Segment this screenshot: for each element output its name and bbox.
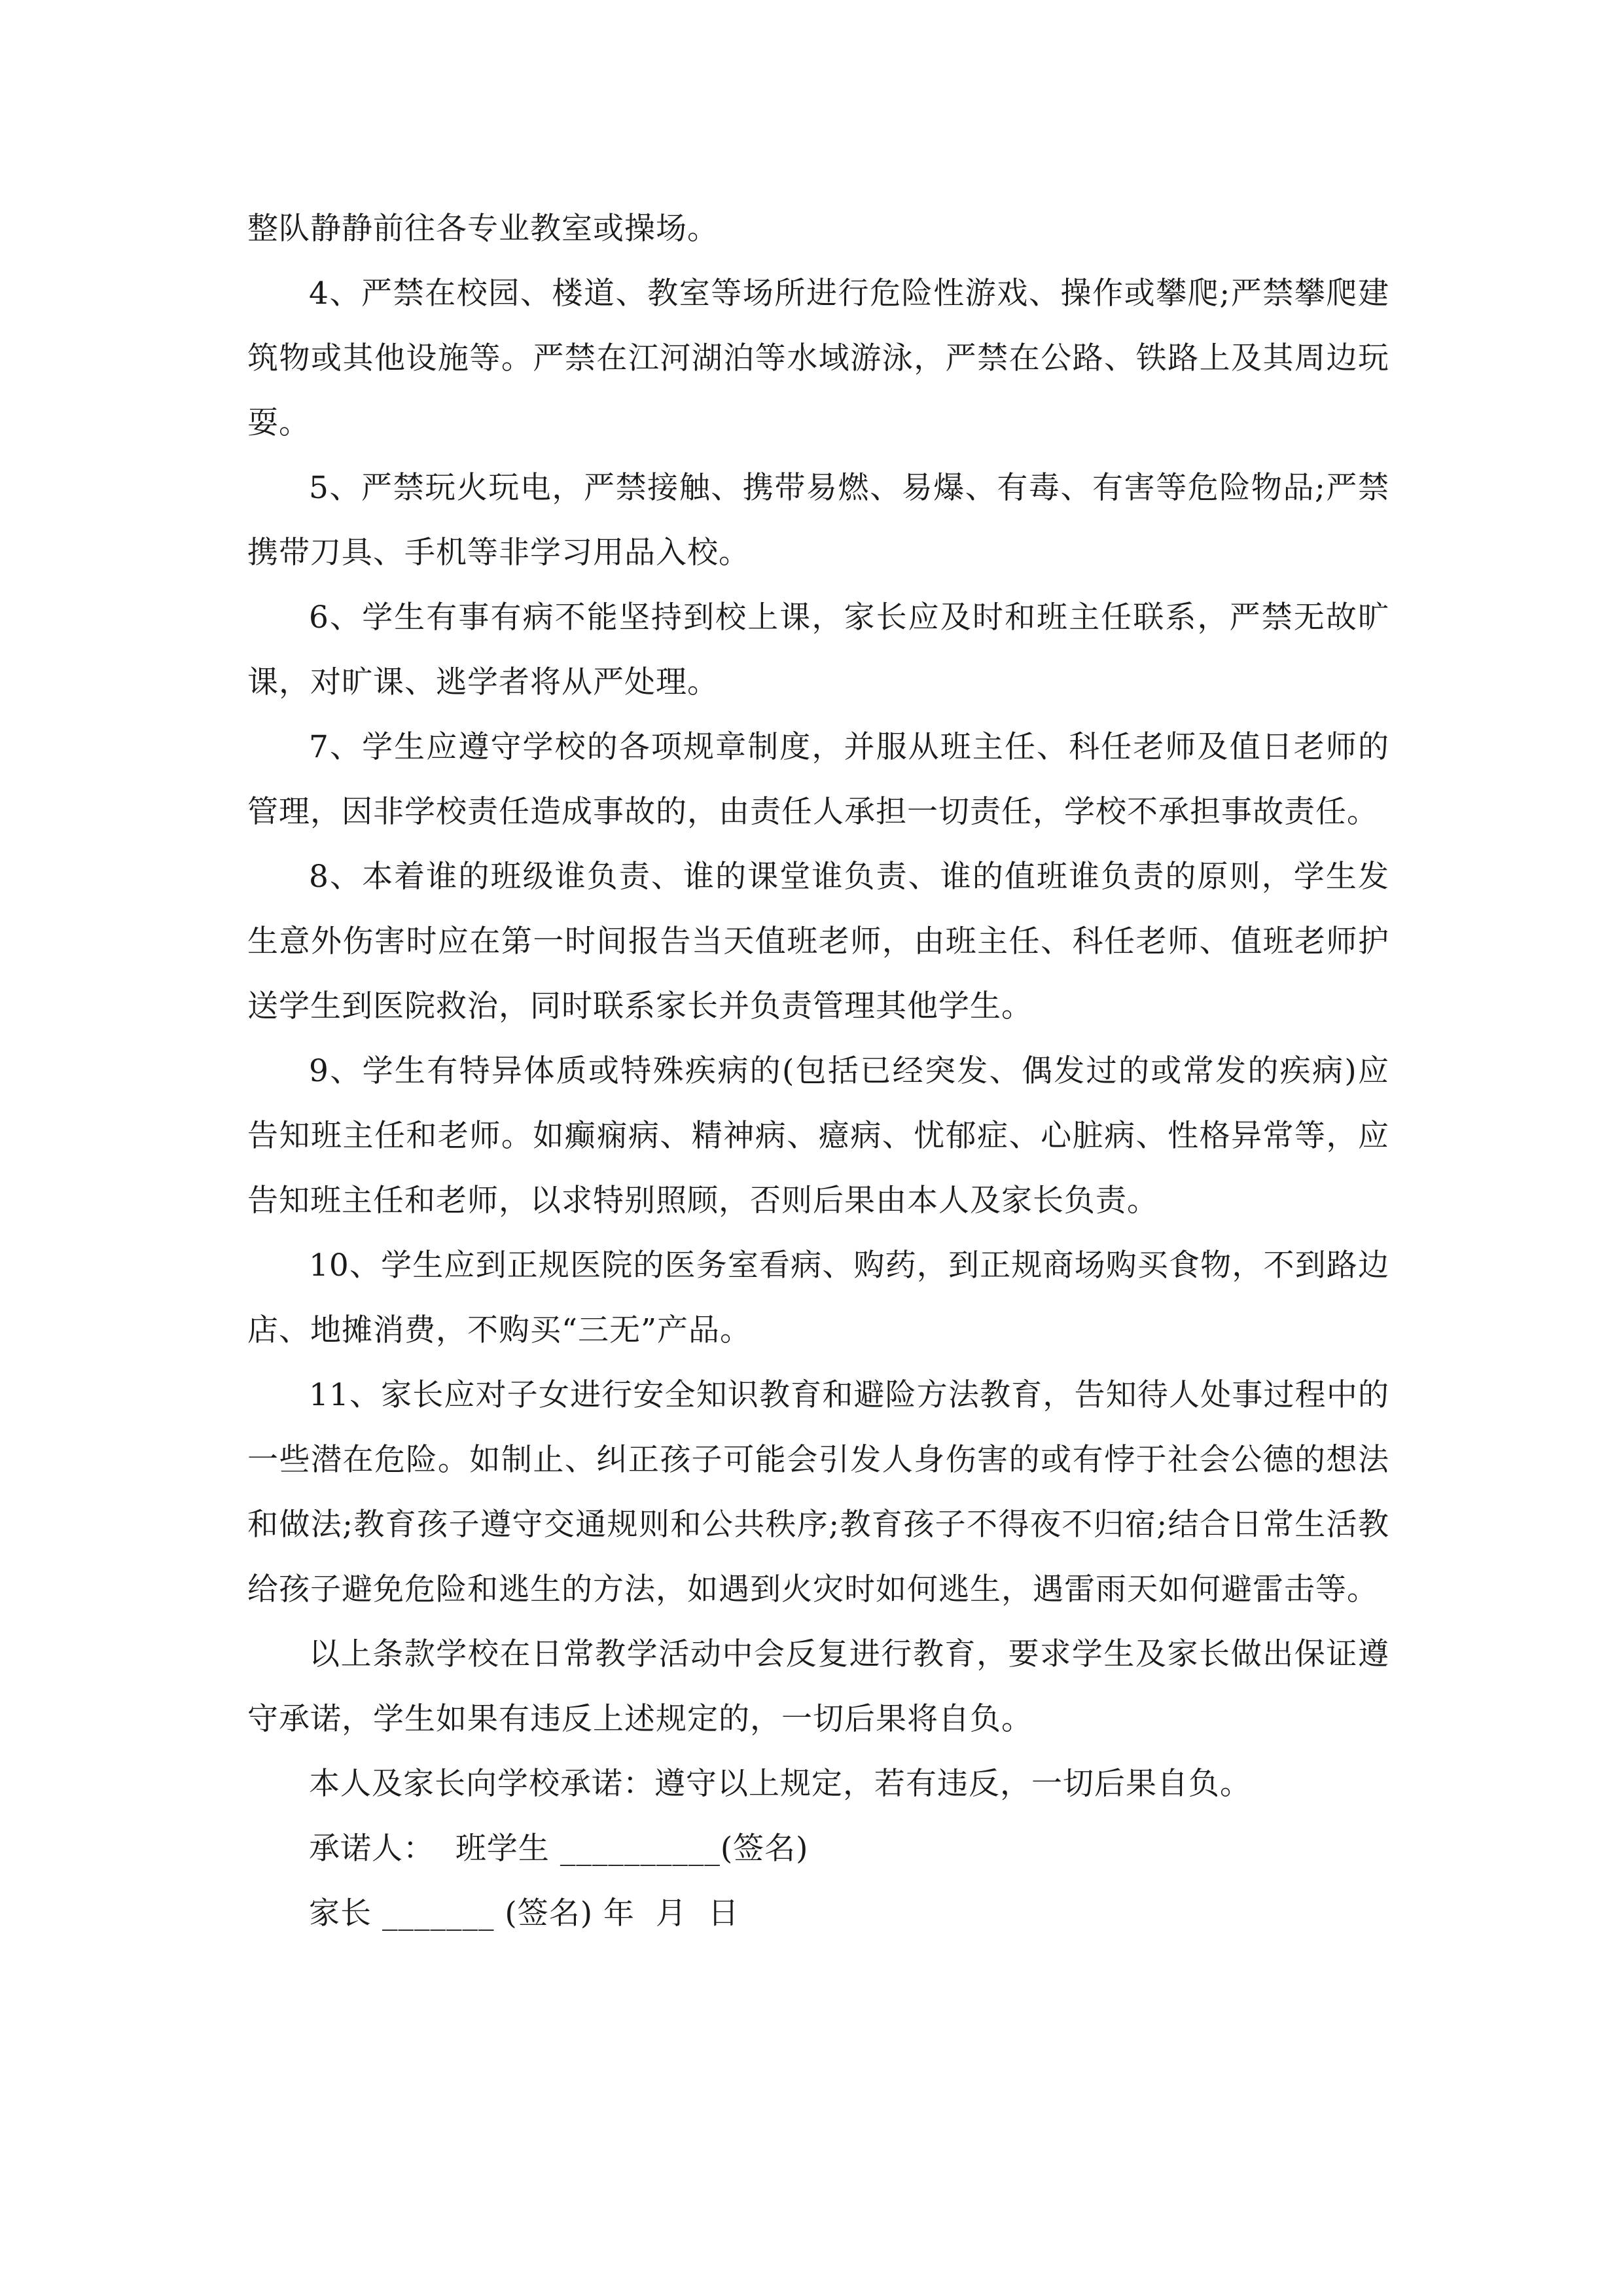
parent-signature-line: 家长 _______ (签名) 年 月 日 [309, 1895, 740, 1931]
paragraph-continuation: 整队静静前往各专业教室或操场。 [247, 211, 719, 247]
document-body [247, 196, 1389, 1946]
rule-11: 11、家长应对子女进行安全知识教育和避险方法教育，告知待人处事过程中的一些潜在危险。如制止、纠正孩子可能会引发人身伤害的或有悖于社会公德的想法和做法;教育孩子遵守交通规则和公共秩序;教育孩子不得夜不归宿;结合日常生活教给孩子避免危险和逃生的方法，如遇到火灾时如何逃生，遇雷雨天如何避雷击等。 [247, 1377, 1389, 1607]
rule-10: 10、学生应到正规医院的医务室看病、购药，到正规商场购买食物，不到路边店、地摊消费，不购买“三无”产品。 [247, 1247, 1389, 1348]
rule-8: 8、本着谁的班级谁负责、谁的课堂谁负责、谁的值班谁负责的原则，学生发生意外伤害时应在第一时间报告当天值班老师，由班主任、科任老师、值班老师护送学生到医院救治，同时联系家长并负责管理其他学生。 [247, 859, 1389, 1024]
student-signature-line: 承诺人： 班学生 __________(签名) [309, 1831, 809, 1867]
rule-9: 9、学生有特异体质或特殊疾病的(包括已经突发、偶发过的或常发的疾病)应告知班主任和老师。如癫痫病、精神病、癔病、忧郁症、心脏病、性格异常等，应告知班主任和老师，以求特别照顾，否则后果由本人及家长负责。 [247, 1053, 1389, 1219]
rule-7: 7、学生应遵守学校的各项规章制度，并服从班主任、科任老师及值日老师的管理，因非学校责任造成事故的，由责任人承担一切责任，学校不承担事故责任。 [247, 729, 1389, 830]
rule-4: 4、严禁在校园、楼道、教室等场所进行危险性游戏、操作或攀爬;严禁攀爬建筑物或其他设施等。严禁在江河湖泊等水域游泳，严禁在公路、铁路上及其周边玩耍。 [247, 276, 1389, 441]
rule-6: 6、学生有事有病不能坚持到校上课，家长应及时和班主任联系，严禁无故旷课，对旷课、逃学者将从严处理。 [247, 600, 1389, 700]
rule-5: 5、严禁玩火玩电，严禁接触、携带易燃、易爆、有毒、有害等危险物品;严禁携带刀具、手机等非学习用品入校。 [247, 470, 1389, 571]
pledge-statement: 本人及家长向学校承诺：遵守以上规定，若有违反，一切后果自负。 [309, 1766, 1251, 1802]
closing-paragraph: 以上条款学校在日常教学活动中会反复进行教育，要求学生及家长做出保证遵守承诺，学生如果有违反上述规定的，一切后果将自负。 [247, 1636, 1389, 1737]
